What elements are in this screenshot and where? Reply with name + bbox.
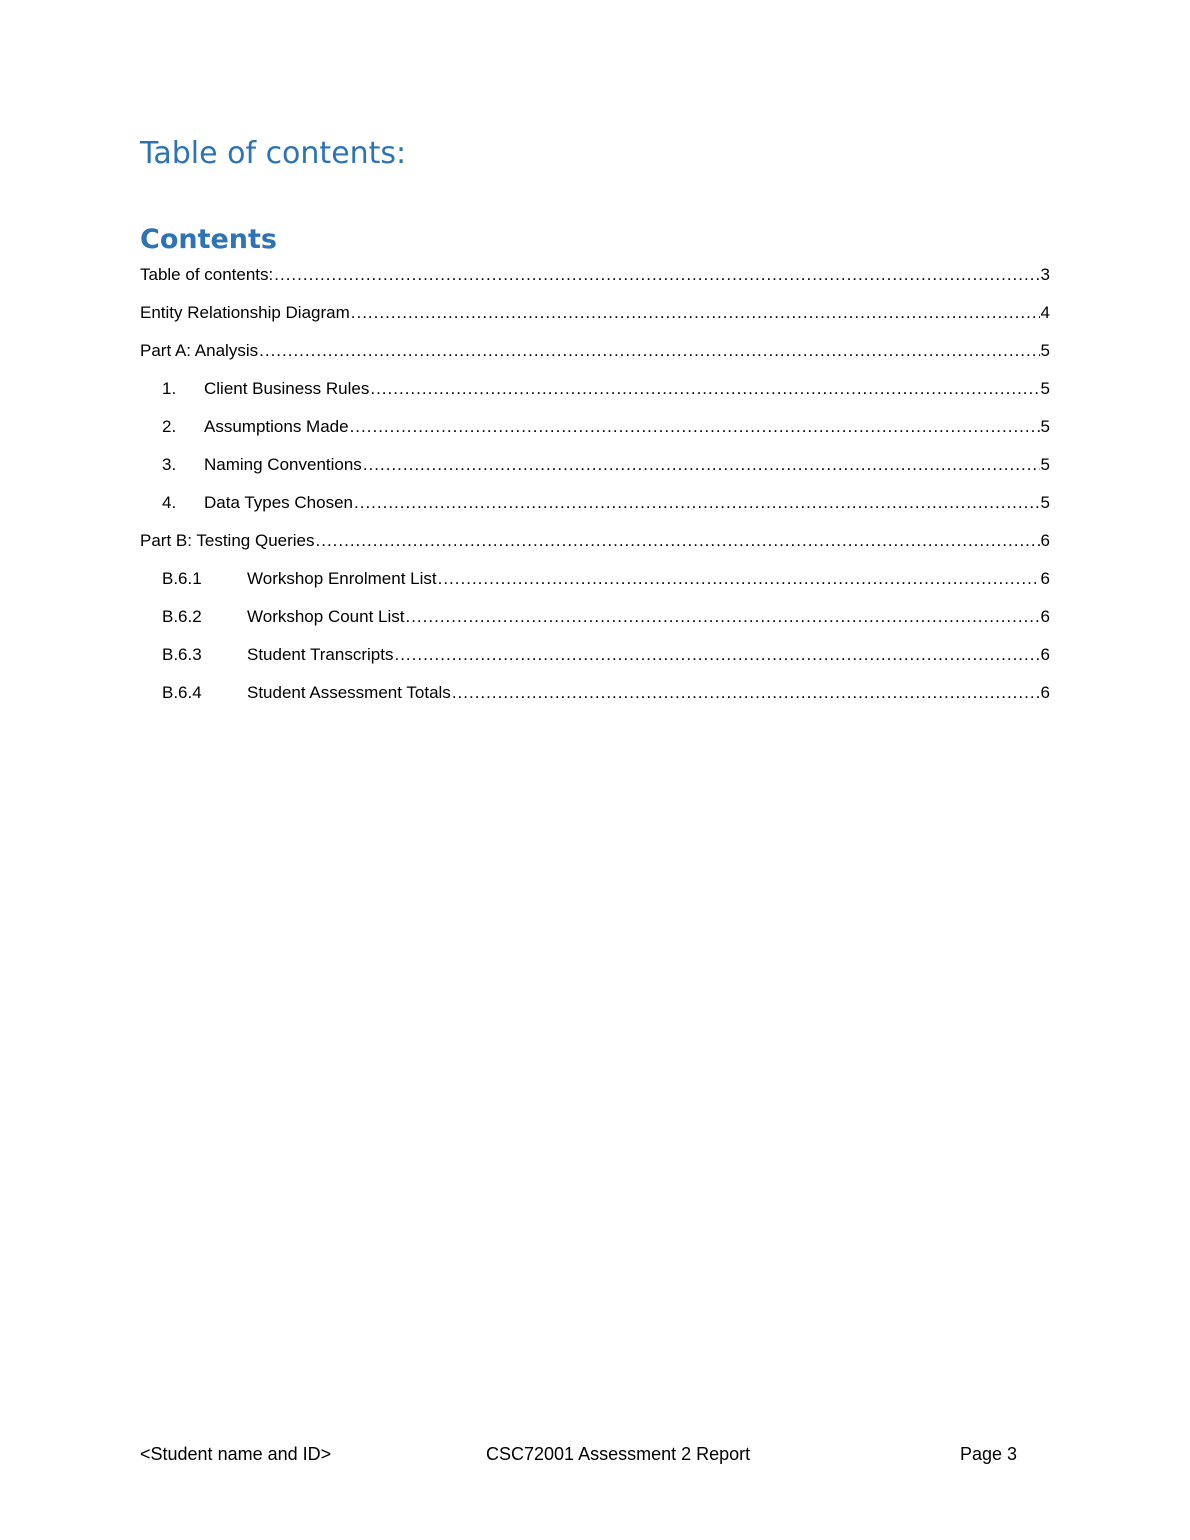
toc-entry-number: B.6.1 xyxy=(162,569,202,588)
toc-dot-leader xyxy=(363,446,1040,484)
toc-entry-part-b[interactable] xyxy=(140,522,1050,560)
footer-student-info: <Student name and ID> xyxy=(140,1444,332,1464)
toc-entry-title: Student Assessment Totals xyxy=(247,683,451,702)
toc-entry-page: 4 xyxy=(1040,303,1050,322)
toc-entry-number: 1. xyxy=(162,379,177,398)
toc-entry-title: Workshop Count List xyxy=(247,607,405,626)
toc-entry-title: Entity Relationship Diagram xyxy=(140,303,350,322)
toc-entry-page: 5 xyxy=(1040,341,1050,360)
toc-dot-leader xyxy=(351,294,1040,332)
toc-entry-part-a[interactable] xyxy=(140,332,1050,370)
toc-entry-number: 2. xyxy=(162,417,177,436)
toc-entry-assumptions[interactable] xyxy=(140,408,1050,446)
toc-entry-page: 6 xyxy=(1040,645,1050,664)
toc-dot-leader xyxy=(405,598,1039,636)
toc-entry-page: 5 xyxy=(1040,455,1050,474)
toc-dot-leader xyxy=(452,674,1040,712)
toc-entry-number: 4. xyxy=(162,493,177,512)
toc-entry-erd[interactable] xyxy=(140,294,1050,332)
toc-entry-number: B.6.4 xyxy=(162,683,202,702)
toc-dot-leader xyxy=(274,256,1039,294)
toc-entry-b61[interactable] xyxy=(140,560,1050,598)
footer-page-number: Page 3 xyxy=(960,1444,1018,1464)
toc-entry-number: B.6.3 xyxy=(162,645,202,664)
toc-entry-title: Client Business Rules xyxy=(204,379,370,398)
toc-dot-leader xyxy=(370,370,1039,408)
toc-entry-title: Assumptions Made xyxy=(204,417,349,436)
toc-entry-page: 5 xyxy=(1040,379,1050,398)
toc-dot-leader xyxy=(354,484,1040,522)
toc-dot-leader xyxy=(394,636,1039,674)
toc-entry-b64[interactable] xyxy=(140,674,1050,712)
toc-entry-b62[interactable] xyxy=(140,598,1050,636)
toc-entry-title: Data Types Chosen xyxy=(204,493,353,512)
toc-entry-title: Part A: Analysis xyxy=(140,341,259,360)
toc-entry-number: 3. xyxy=(162,455,177,474)
toc-entry-table-of-contents[interactable] xyxy=(140,256,1050,294)
toc-entry-page: 6 xyxy=(1040,683,1050,702)
toc-dot-leader xyxy=(438,560,1040,598)
toc-entry-page: 3 xyxy=(1040,265,1050,284)
toc-dot-leader xyxy=(316,522,1040,560)
toc-entry-page: 6 xyxy=(1040,569,1050,588)
toc-entry-page: 6 xyxy=(1040,607,1050,626)
page-footer xyxy=(0,1444,1190,1470)
toc-entry-business-rules[interactable] xyxy=(140,370,1050,408)
toc-entry-title: Student Transcripts xyxy=(247,645,394,664)
toc-title: Contents xyxy=(140,224,278,255)
footer-report-title: CSC72001 Assessment 2 Report xyxy=(486,1444,751,1464)
toc-entry-page: 6 xyxy=(1040,531,1050,550)
toc-entry-b63[interactable] xyxy=(140,636,1050,674)
toc-entry-data-types[interactable] xyxy=(140,484,1050,522)
toc-entry-title: Table of contents: xyxy=(140,265,274,284)
page-heading: Table of contents: xyxy=(140,136,407,171)
toc-dot-leader xyxy=(350,408,1040,446)
toc-entry-title: Naming Conventions xyxy=(204,455,362,474)
toc-entry-title: Part B: Testing Queries xyxy=(140,531,315,550)
toc-dot-leader xyxy=(259,332,1039,370)
toc-entry-number: B.6.2 xyxy=(162,607,202,626)
toc-entry-page: 5 xyxy=(1040,417,1050,436)
toc-entry-page: 5 xyxy=(1040,493,1050,512)
table-of-contents xyxy=(140,256,1050,712)
toc-entry-naming-conventions[interactable] xyxy=(140,446,1050,484)
toc-entry-title: Workshop Enrolment List xyxy=(247,569,437,588)
